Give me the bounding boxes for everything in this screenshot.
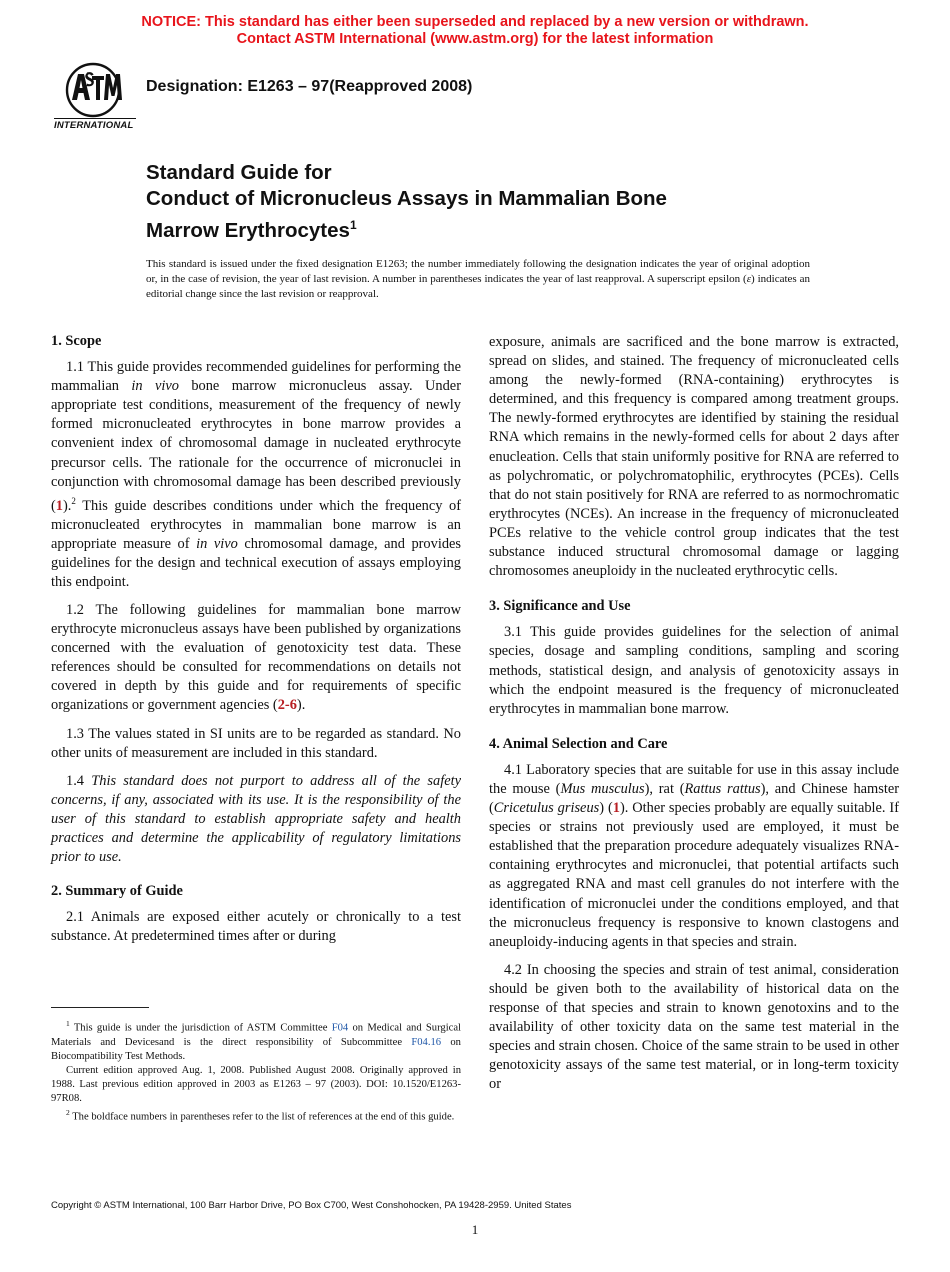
preamble-epsilon: ε [746,273,752,285]
fn1-c: on Biocompatibility Test Methods. [51,1036,461,1062]
p41-g: ) ( [599,800,613,817]
p11-a: 1.1 This guide provides recommended guidelines for performing the mammalian [51,359,461,395]
committee-f04-link[interactable]: F04 [331,1022,349,1034]
p11-d: ). [63,497,72,514]
supersede-notice [0,14,950,48]
reference-link-2-6[interactable]: 2-6 [277,697,297,714]
p41-f: Cricetulus griseus [493,800,600,817]
footnote-current-edition: Current edition approved Aug. 1, 2008. Published August 2008. Originally approved in 1988. Last previous edition approved in 2003 as E1263 – 97 (2003). DOI: 10.1520/E1263-97R08. [51,1064,461,1104]
notice-line-2: Contact ASTM International (www.astm.org) for the latest information [236,31,714,47]
p11-e: This guide describes conditions under which the frequency of micronucleated erythrocytes in mammalian bone marrow is an appropriate measure of [51,497,461,552]
section-1-heading: 1. Scope [51,333,102,349]
paragraph-2-1: 2.1 Animals are exposed either acutely or chronically to a test substance. At predetermined times after or during [51,909,461,945]
fn2-text: The boldface numbers in parentheses refer to the list of references at the end of this guide. [69,1111,455,1123]
fn1-mark: 1 [66,1019,70,1028]
p11-f: in vivo [196,535,238,552]
footnotes [51,1017,461,1124]
paragraph-4-1 [489,761,899,952]
subcommittee-f0416-link[interactable]: F04.16 [411,1036,442,1048]
document-title [146,160,866,244]
preamble [146,257,810,302]
paragraph-1-4 [51,772,461,867]
title-line-1: Standard Guide for [146,161,332,184]
p41-e: ), and Chinese hamster ( [489,780,900,817]
reference-link-1b[interactable]: 1 [612,800,620,817]
paragraph-2-1-continued: exposure, animals are sacrificed and the bone marrow is extracted, spread on slides, and stained. The frequency of micronucleated cells among the newly-formed (RNA-containing) erythrocytes is determined, and this frequency is compared among treatment groups. The newly-formed erythrocytes are identified by staining the residual RNA which remains in the newly-formed cells for about 2 days after enucleation. Cells that stain uniformly positive for RNA are referred to as polychromatic, or polychromatophilic, erythrocytes (PCEs). Cells that do not stain positively for RNA are referred to as normochromatic erythrocytes (NCEs). An increase in the frequency of micronucleated PCEs relative to the vehicle control group indicates that the test substance induced structural chromosomal damage or lagging chromosomes aneuploidy in the nucleated erythrocytic cells. [489,334,899,580]
astm-logo [52,60,134,132]
p41-a: 4.1 Laboratory species that are suitable for use in this assay include the mouse ( [489,761,899,797]
notice-line-1: NOTICE: This standard has either been superseded and replaced by a new version or withdrawn. [141,14,809,30]
section-3-heading: 3. Significance and Use [489,598,631,615]
logo-caption: INTERNATIONAL [54,118,136,131]
p12-a: 1.2 The following guidelines for mammalian bone marrow erythrocyte micronucleus assays have been published by organizations concerned with the evaluation of genotoxicity test data. These references should be consulted for recommendations on details not covered in depth by this guide and for requirements of specific organizations or government agencies ( [51,602,461,714]
title-line-3-text: Marrow Erythrocytes [146,218,350,242]
preamble-text-1: This standard is issued under the fixed designation E1263; the number immediately following the designation indicates the year of original adoption or, in the case of revision, the year of last revision. A number in parentheses indicates the year of last reapproval. A superscript epsilon ( [146,258,810,285]
p14-num: 1.4 [66,772,92,789]
p41-h: ). Other species probably are equally suitable. If species or strains not previously used are employed, it must be established that the preparation procedure adequately visualizes RNA-containing erythrocytes and micronuclei, that potential artifacts such as aggregated RNA and mast cell granules do not interfere with the identification of micronuclei under the conditions employed, and that the micronucleus frequency is responsive to known clastogens and aneuploidy-inducing agents in that species and strain. [489,800,900,950]
p11-c: bone marrow micronucleus assay. Under appropriate test conditions, measurement of the frequency of newly formed micronucleated erythrocytes in bone marrow provides a convenient index of chromosomal damage in nucleated erythrocyte precursor cells. The rationale for the occurrence of micronuclei in conjunction with chromosomal damage has been described previously ( [51,378,461,514]
fn1-a: This guide is under the jurisdiction of ASTM Committee [69,1022,332,1034]
designation: Designation: E1263 – 97(Reapproved 2008) [146,78,473,95]
paragraph-1-2 [51,601,461,716]
reference-link-1[interactable]: 1 [55,497,63,514]
p14-text: This standard does not purport to address all of the safety concerns, if any, associated with its use. It is the responsibility of the user of this standard to establish appropriate safety and health practices and determine the applicability of regulatory limitations prior to use. [51,772,461,866]
title-footnote-mark: 1 [349,218,357,232]
p41-d: Rattus rattus [684,780,761,797]
fn2-mark: 2 [66,1107,70,1117]
left-column [51,332,461,947]
right-column [489,333,899,1094]
p12-b: ). [296,697,306,714]
paragraph-4-2: 4.2 In choosing the species and strain of test animal, consideration should be given both to the availability of historical data on the response of that species and strain to known genotoxins and to the availability of other toxicity data on the same test material in the species and strain chosen. Choice of the same strain to be used in other genotoxicity assays of the same test material, or in long-term toxicity or [489,961,899,1093]
footnote-1 [51,1017,461,1064]
p11-b: in vivo [131,378,179,395]
p41-b: Mus musculus [560,780,645,797]
fn1-b: on Medical and Surgical Materials and Devicesand is the direct responsibility of Subcommittee [51,1022,461,1048]
p41-c: ), rat ( [644,780,685,797]
paragraph-1-1 [51,358,461,592]
copyright-line: Copyright © ASTM International, 100 Barr Harbor Drive, PO Box C700, West Conshohocken, PA 19428-2959. United States [51,1200,572,1211]
paragraph-3-1: 3.1 This guide provides guidelines for the selection of animal species, dosage and sampling conditions, sampling and scoring methods, statistical design, and analysis of genotoxicity assays in which the endpoint measured is the frequency of micronucleated erythrocytes in mammalian bone marrow. [489,624,899,717]
footnote-rule [51,1007,149,1008]
page-number: 1 [471,1222,479,1237]
p11-g: chromosomal damage, and provides guidelines for the design and technical execution of assays employing this endpoint. [51,535,462,590]
paragraph-1-3: 1.3 The values stated in SI units are to be regarded as standard. No other units of measurement are included in this standard. [51,725,461,761]
section-2-heading: 2. Summary of Guide [51,883,183,900]
title-line-3 [146,212,866,244]
footnote-2 [51,1106,461,1125]
title-line-2: Conduct of Micronucleus Assays in Mammalian Bone [146,187,667,210]
preamble-text-2: ) indicates an editorial change since the last revision or reapproval. [146,273,810,300]
section-4-heading: 4. Animal Selection and Care [489,735,668,752]
footnote-2-mark: 2 [71,495,76,506]
